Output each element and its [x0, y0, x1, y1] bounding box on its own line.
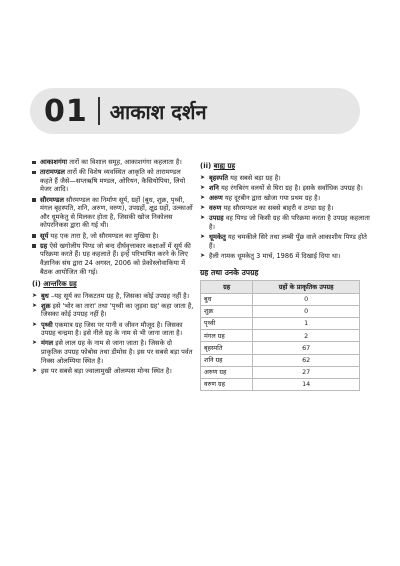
term-description: –यह सूर्य का निकटतम ग्रह है, जिसका कोई उपग्रह नहीं है। [48, 291, 190, 300]
table-row [201, 379, 360, 391]
chapter-separator [98, 97, 100, 125]
term-description: यह दूरबीन द्वारा खोजा गया प्रथम ग्रह है। [222, 193, 321, 202]
term-description: ऐसे खगोलीय पिण्ड जो बन्द दीर्घवृत्ताकार कक्षाओं में सूर्य की परिक्रमा करते हैं। ग्रह कहलाते हैं। इन्हें परिभाषित करने के लिए वैज्ञानिक संघ द्वारा 24 अगस्त, 2006 को प्रेकोस्लोवाकिया में बैठक आयोजित की गई। [40, 241, 191, 276]
satellite-count-cell: 67 [253, 342, 360, 354]
outer-planets-heading [200, 162, 370, 171]
list-item [32, 158, 194, 167]
term: ग्रह [40, 241, 48, 250]
table-row [201, 342, 360, 354]
planet-cell: शनि ग्रह [201, 354, 253, 366]
table-header-row [201, 281, 360, 294]
planet-cell: बृहस्पति [201, 342, 253, 354]
list-item [32, 367, 194, 376]
satellite-count-cell: 0 [253, 293, 360, 305]
list-item [32, 339, 194, 365]
planet-cell: वरुण ग्रह [201, 379, 253, 391]
satellite-count-cell: 27 [253, 366, 360, 378]
planet-cell: बुध [201, 293, 253, 305]
planet-cell: अरुण ग्रह [201, 366, 253, 378]
list-item [32, 242, 194, 276]
term-description: इस पर सबसे बड़ा ज्वालामुखी ओलम्पस मोन्स स्थित है। [41, 366, 172, 375]
planet-cell: पृथ्वी [201, 318, 253, 330]
left-bullet-list [32, 158, 194, 276]
satellite-count-cell: 62 [253, 354, 360, 366]
term-description: यह सौरमण्डल का सबसे बाहरी व ठण्डा ग्रह है। [221, 204, 334, 213]
inner-planets-heading-num: (i) [32, 280, 41, 289]
inner-planets-heading-text: आन्तरिक ग्रह [43, 280, 77, 289]
term: उपग्रह [209, 214, 224, 223]
satellite-count-cell: 2 [253, 330, 360, 342]
list-item [32, 168, 194, 194]
right-column [200, 158, 370, 391]
list-item [200, 184, 370, 193]
inner-planets-heading [32, 280, 194, 289]
term-description: इसे लाल ग्रह के नाम से जाना जाता है। जिसके दो प्राकृतिक उपग्रह फोबोस तथा डीमोस है। इस पर सबसे बड़ा पर्वत निक्स ओलम्पिया स्थित है। [41, 339, 193, 365]
chapter-header [30, 88, 360, 134]
term: शनि [209, 183, 219, 192]
list-item [200, 194, 370, 203]
inner-planets-list [32, 292, 194, 376]
table-row [201, 330, 360, 342]
table-row [201, 318, 360, 330]
list-item [200, 214, 370, 231]
term: तारामण्डल [40, 168, 65, 177]
table-row [201, 354, 360, 366]
list-item [32, 232, 194, 241]
outer-planets-list [200, 174, 370, 261]
table-header-satellites: ग्रहों के प्राकृतिक उपग्रह [253, 281, 360, 294]
list-item [200, 233, 370, 250]
list-item [32, 321, 194, 338]
term-description: एकमात्र ग्रह जिस पर पानी व जीवन मौजूद है। जिसका उपग्रह चन्द्रमा है। इसे नीले ग्रह के नाम से भी जाना जाता है। [41, 320, 183, 338]
term-description: वह पिण्ड जो किसी ग्रह की परिक्रमा करता है उपग्रह कहलाता है। [209, 214, 370, 231]
list-item [200, 252, 370, 261]
chapter-number: 01 [44, 93, 88, 129]
term-description: यह सबसे बड़ा ग्रह है। [228, 173, 281, 182]
table-row [201, 305, 360, 317]
table-header-planet: ग्रह [201, 281, 253, 294]
chapter-title: आकाश दर्शन [109, 99, 207, 124]
term-description: तारों का विशाल समूह, आकाशगंगा कहलाता है। [67, 158, 182, 166]
term: पृथ्वी [41, 320, 53, 329]
table-row [201, 293, 360, 305]
term: सूर्य [40, 231, 49, 240]
outer-planets-heading-text: बाह्य ग्रह [213, 162, 236, 170]
term: धूमकेतु [209, 233, 226, 242]
term: सौरमण्डल [40, 195, 64, 204]
planet-cell: मंगल ग्रह [201, 330, 253, 342]
planet-cell: शुक्र [201, 305, 253, 317]
outer-planets-heading-num: (ii) [200, 162, 212, 170]
term: वरुण [209, 204, 222, 213]
list-item [32, 302, 194, 319]
term: बृहस्पति [209, 173, 229, 182]
table-body [201, 293, 360, 391]
term: आकाशगंगा [40, 158, 68, 166]
list-item [32, 196, 194, 230]
term-description: यह एक तारा है, जो सौरमण्डल का मुखिया है। [48, 231, 159, 240]
list-item [32, 292, 194, 301]
left-column [32, 158, 194, 377]
term-description: यह रंगबिरंग वलयों से घिरा ग्रह है। इसके सर्वाधिक उपग्रह है। [218, 183, 363, 192]
term: शुक्र [41, 301, 51, 310]
satellite-count-cell: 1 [253, 318, 360, 330]
list-item [200, 174, 370, 183]
term-description: यह चमकीले सिरे तथा लम्बी पूँछ वाले आकाशीय पिण्ड होते हैं। [209, 233, 367, 250]
term: मंगल [41, 339, 54, 348]
satellite-count-cell: 14 [253, 379, 360, 391]
satellite-table [200, 280, 360, 391]
satellite-table-title: ग्रह तथा उनके उपग्रह [200, 267, 259, 277]
term-description: सौरमण्डल का निर्माण सूर्य, ग्रहों (बुध, शुक्र, पृथ्वी, मंगल बृहस्पति, शनि, अरुण, वरुण), उपग्रहों, क्षुद्र ग्रहों, उल्काओं और धूमकेतु से मिलकर होता है, जिसकी खोज निकोलस कोपरनिकस द्वारा की गई थी। [40, 195, 193, 230]
list-item [200, 204, 370, 213]
term-description: इसे 'भोर का तारा' तथा 'पृथ्वी का जुड़वा ग्रह' कहा जाता है, जिसका कोई उपग्रह नहीं है। [41, 301, 194, 319]
term-description: हैली नामक धूमकेतु 3 मार्च, 1986 में दिखाई दिया था। [209, 251, 341, 260]
term: बुध [41, 291, 49, 300]
term-description: तारों की विशेष व्यवस्थित आकृति को तारामण्डल कहते हैं जैसे—सप्तऋषि मण्डल, ओरियन, कैसियोपिया, लियो मेजर आदि। [40, 168, 186, 194]
satellite-count-cell: 0 [253, 305, 360, 317]
table-row [201, 366, 360, 378]
term: अरुण [209, 193, 223, 202]
